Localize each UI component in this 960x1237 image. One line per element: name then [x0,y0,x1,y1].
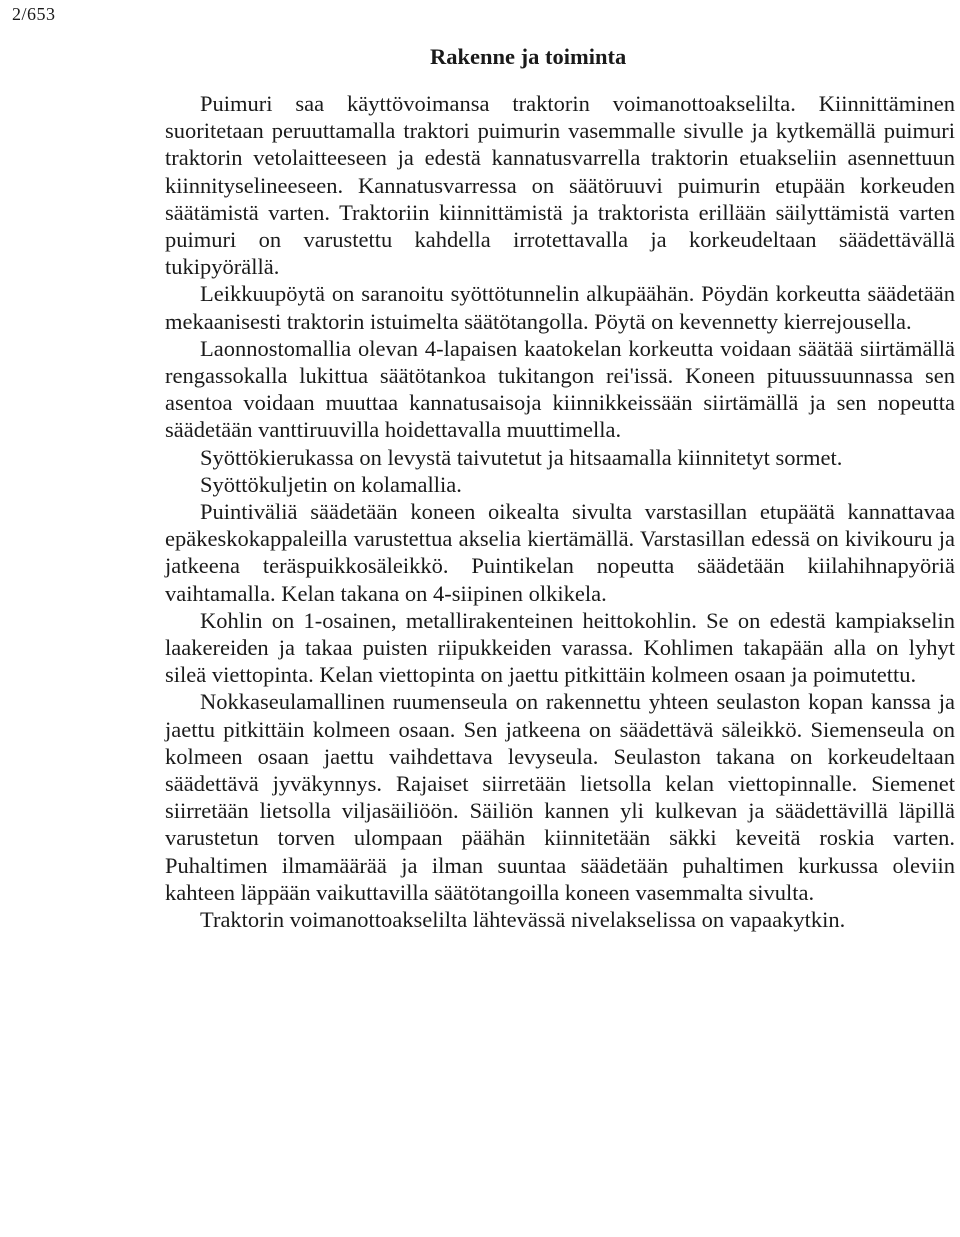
page-title: Rakenne ja toiminta [430,44,627,69]
page-number: 2/653 [12,4,56,24]
paragraph-sieves: Nokkaseulamallinen ruumenseula on rakennettu yhteen seulaston kopan kanssa ja jaettu pitkittäin kolmeen osaan. Sen jatkeena on säädettävä säleikkö. Siemenseula on kolmeen osaan jaettu vaihdettava levyseula. Seulaston takana on korkeudeltaan säädettävä jyväkynnys. Rajaiset siirretään lietsolla kelan viettopinnalle. Siemenet siirretään lietsolla viljasäiliöön. Säiliön kannen yli kulkevan ja säädettävillä läpillä varustetun torven ulompaan päähän kiinnitetään säkki keveitä roskia varten. Puhaltimen ilmamäärää ja ilman suuntaa säädetään puhaltimen kurkussa oleviin kahteen läppään vaikuttavilla säätötangoilla koneen vasemmalta sivulta. [165,689,955,905]
paragraph-cutting-table: Leikkuupöytä on saranoitu syöttötunnelin alkupäähän. Pöydän korkeutta säädetään mekaanisesti traktorin istuimelta säätötangolla. Pöytä on kevennetty kierrejousella. [165,281,955,334]
paragraph-reel: Laonnostomallia olevan 4-lapaisen kaatokelan korkeutta voidaan säätää siirtämällä rengassokalla lukittua säätötankoa tukitangon rei'issä. Koneen pituussuunnassa sen asentoa voidaan muuttaa kannatusaisoja kiinnikkeissään siirtämällä ja sen nopeutta säädetään vanttiruuvilla hoidettavalla muuttimella. [165,335,955,443]
body-text [165,90,955,933]
paragraph-threshing: Puintiväliä säädetään koneen oikealta sivulta varstasillan etupäätä kannattavaa epäkeskokappaleilla varustettua akselia kiertämällä. Varstasillan edessä on kivikouru ja jatkeena teräspuikkosäleikkö. Puintikelan nopeutta säädetään kiilahihnapyöriä vaihtamalla. Kelan takana on 4-siipinen olkikela. [165,499,955,606]
paragraph-pto-shaft: Traktorin voimanottoakselilta lähtevässä nivelakselissa on vapaakytkin. [200,907,846,933]
paragraph-straw-walker: Kohlin on 1-osainen, metallirakenteinen heittokohlin. Se on edestä kampiakselin laakereiden ja takaa puisten riipukkeiden varassa. Kohlimen takapään alla on lyhyt sileä viettopinta. Kelan viettopinta on jaettu pitkittäin kolmeen osaan ja poimutettu. [165,607,955,688]
paragraph-feed-conveyor: Syöttökuljetin on kolamallia. [200,471,462,497]
paragraph-feed-auger: Syöttökierukassa on levystä taivutetut ja hitsaamalla kiinnitetyt sormet. [200,444,843,470]
paragraph-power-and-hitch: Puimuri saa käyttövoimansa traktorin voimanottoakselilta. Kiinnittäminen suoritetaan peruuttamalla traktori puimurin vasemmalle sivulle ja kytkemällä puimuri traktorin vetolaitteeseen ja edestä kannatusvarrella traktorin etuakseliin asennettuun kiinnityselineeseen. Kannatusvarressa on säätöruuvi puimurin etupään korkeuden säätämistä varten. Traktoriin kiinnittämistä ja traktorista erillään säilyttämistä varten puimuri on varustettu kahdella irrotettavalla ja korkeudeltaan säädettävällä tukipyörällä. [165,91,955,280]
